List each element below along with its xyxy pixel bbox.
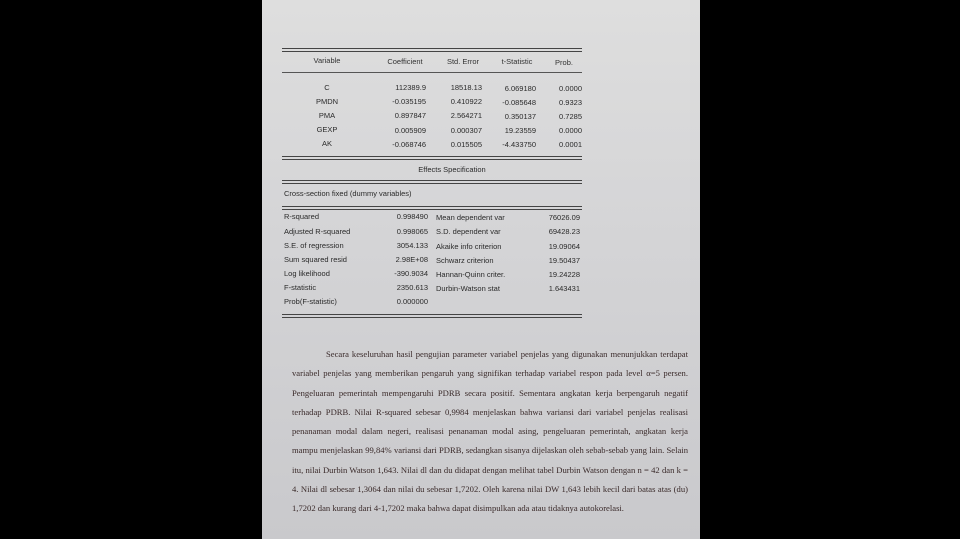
- stat-value: 19.09064: [548, 242, 580, 251]
- stat-label: F-statistic: [284, 283, 317, 292]
- table-cell-t-statistic: 0.350137: [504, 112, 536, 121]
- table-cell-variable: AK: [321, 139, 332, 148]
- stat-label: Schwarz criterion: [436, 256, 494, 265]
- stat-label: S.D. dependent var: [436, 227, 501, 236]
- stat-label: R-squared: [284, 212, 320, 221]
- paragraph-text: Secara keseluruhan hasil pengujian parameter variabel penjelas yang digunakan menunjukkan terdapat variabel penjelas yang memberikan pengaruh yang signifikan terhadap variabel respon pada level α=5 persen. Pengeluaran pemerintah mempengaruhi PDRB secara positif. Sementara angkatan kerja berpengaruh negatif terhadap PDRB. Nilai R-squared sebesar 0,9984 menjelaskan bahwa variansi dari variabel penjelas realisasi penanaman modal dalam negeri, realisasi penanaman modal asing, pengeluaran pemerintah, angkatan kerja mampu menjelaskan 99,84% variansi dari PDRB, sedangkan sisanya dijelaskan oleh sebab-sebab yang lain. Selain itu, nilai Durbin Watson 1,643. Nilai dl dan du didapat dengan melihat tabel Durbin Watson dengan n = 42 dan k = 4. Nilai dl sebesar 1,3064 dan nilai du sebesar 1,7202. Oleh karena nilai DW 1,643 lebih kecil dari batas atas (du) 1,7202 dan kurang dari 4-1,7202 maka bahwa dapat disimpulkan ada atau tidaknya autokorelasi.: [292, 349, 688, 514]
- table-cell-std-error: 18518.13: [450, 83, 482, 92]
- header-rule: [282, 72, 582, 73]
- stat-value: 69428.23: [548, 227, 580, 236]
- stat-label: Akaike info criterion: [436, 242, 502, 251]
- header-std-error: Std. Error: [446, 57, 480, 66]
- header-prob: Prob.: [555, 58, 573, 67]
- header-coefficient: Coefficient: [387, 57, 423, 66]
- stat-value: 0.998065: [396, 227, 428, 236]
- effects-subtitle: Cross-section fixed (dummy variables): [284, 189, 412, 198]
- stat-label: Adjusted R-squared: [284, 227, 351, 236]
- table-cell-variable: PMDN: [315, 97, 339, 106]
- effects-top-rule: [282, 156, 582, 160]
- table-cell-prob: 0.0000: [559, 84, 582, 93]
- stat-value: 1.643431: [548, 284, 580, 293]
- document-page: [262, 0, 700, 539]
- stats-top-rule: [282, 206, 582, 210]
- stat-label: Sum squared resid: [284, 255, 347, 264]
- stat-value: 2.98E+08: [395, 255, 428, 264]
- stat-value: 2350.613: [396, 283, 428, 292]
- table-cell-prob: 0.9323: [559, 98, 582, 107]
- table-cell-prob: 0.0001: [559, 140, 582, 149]
- stat-label: Prob(F-statistic): [284, 297, 337, 306]
- table-cell-coefficient: 0.897847: [394, 111, 426, 120]
- table-cell-coefficient: 112389.9: [395, 83, 426, 92]
- table-cell-t-statistic: 19.23559: [504, 126, 536, 135]
- stat-label: Durbin-Watson stat: [436, 284, 500, 293]
- table-cell-variable: GEXP: [316, 125, 338, 134]
- table-cell-std-error: 0.015505: [450, 140, 482, 149]
- effects-title: Effects Specification: [418, 165, 486, 174]
- table-cell-std-error: 2.564271: [450, 111, 482, 120]
- table-cell-coefficient: 0.005909: [394, 126, 426, 135]
- stat-value: -390.9034: [394, 269, 428, 278]
- table-cell-prob: 0.7285: [559, 112, 582, 121]
- table-top-rule: [282, 48, 582, 52]
- table-cell-std-error: 0.410922: [450, 97, 482, 106]
- stat-label: Mean dependent var: [436, 213, 505, 222]
- stat-value: 19.50437: [548, 256, 580, 265]
- table-cell-t-statistic: -0.085648: [502, 98, 536, 107]
- stat-value: 76026.09: [548, 213, 580, 222]
- table-cell-t-statistic: 6.069180: [504, 84, 536, 93]
- table-cell-std-error: 0.000307: [450, 126, 482, 135]
- table-cell-prob: 0.0000: [559, 126, 582, 135]
- stat-label: Hannan-Quinn criter.: [436, 270, 506, 279]
- header-t-statistic: t-Statistic: [501, 57, 533, 66]
- body-paragraph: [292, 345, 688, 519]
- table-cell-t-statistic: -4.433750: [502, 140, 536, 149]
- table-cell-coefficient: -0.068746: [392, 140, 426, 149]
- header-variable: Variable: [313, 56, 341, 65]
- table-cell-variable: PMA: [318, 111, 336, 120]
- stat-value: 3054.133: [396, 241, 428, 250]
- stat-label: Log likelihood: [284, 269, 330, 278]
- stat-value: 19.24228: [548, 270, 580, 279]
- stat-value: 0.000000: [396, 297, 428, 306]
- table-cell-coefficient: -0.035195: [392, 97, 426, 106]
- effects-bottom-rule: [282, 180, 582, 184]
- stat-label: S.E. of regression: [284, 241, 344, 250]
- stats-bottom-rule: [282, 314, 582, 318]
- stat-value: 0.998490: [396, 212, 428, 221]
- table-cell-variable: C: [324, 83, 330, 92]
